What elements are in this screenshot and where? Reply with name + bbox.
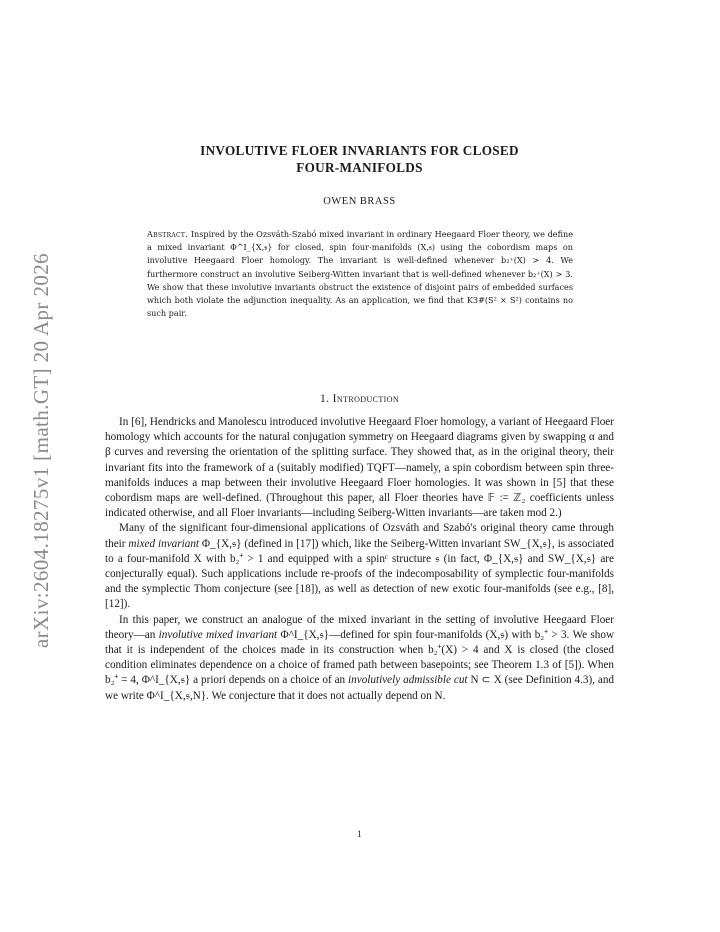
paragraph-3-text-a: In this paper, we construct an analogue of the mixed invariant in the setting of involutive Heegaard Floer theory—an bbox=[105, 613, 614, 641]
paragraph-3-emphasis: involutive mixed invariant bbox=[158, 628, 278, 641]
arxiv-identifier-stamp bbox=[22, 245, 62, 655]
page-number: 1 bbox=[357, 830, 362, 840]
paragraph-3-text-b: Φ^I_{X,𝔰}—defined for spin four-manifolds (X,𝔰) with b₂⁺ > 3. We show that it is independent of the choices made in its construction when b₂⁺(X) > 4 and X is closed (the closed condition eliminates dependence on a choice of framed path between basepoints; see Theorem 1.3 of [5]). When b₂⁺ = 4, Φ^I_{X,𝔰} a priori depends on a choice of an bbox=[105, 628, 615, 687]
abstract-text: Inspired by the Ozsváth-Szabó mixed invariant in ordinary Heegaard Floer theory, we define a mixed invariant Φ^I_{X,𝔰} for closed, spin four-manifolds (X,𝔰) using the cobordism maps on involutive Heegaard Floer homology. The invariant is well-defined whenever b₂⁺(X) > 4. We furthermore construct an involutive Seiberg-Witten invariant that is well-defined whenever b₂⁺(X) > 3. We show that these involutive invariants obstruct the existence of disjoint pairs of embedded surfaces which both violate the adjunction inequality. As an application, we find that K3#(S² × S²) contains no such pair. bbox=[147, 229, 573, 319]
section-title: Introduction bbox=[332, 393, 400, 405]
paragraph-2-text-a: Many of the significant four-dimensional applications of Ozsváth and Szabó's original theory came through their bbox=[105, 522, 614, 550]
title-line-1: INVOLUTIVE FLOER INVARIANTS FOR CLOSED bbox=[200, 143, 519, 158]
paragraph-1-text: In [6], Hendricks and Manolescu introduced involutive Heegaard Floer homology, a variant of Heegaard Floer homology which accounts for the natural conjugation symmetry on Heegaard diagrams given by swapping α and β curves and reversing the orientation of the splitting surface. They showed that, as in the original theory, their invariant fits into the framework of a (suitably modified) TQFT—namely, a spin cobordism between spin three-manifolds induces a map between their involutive Heegaard Floer homologies. It was shown in [5] that these cobordism maps are well-defined. (Throughout this paper, all Floer theories have 𝔽 := ℤ₂ coefficients unless indicated otherwise, and all Floer invariants—including Seiberg-Witten invariants—are taken mod 2.) bbox=[105, 416, 614, 520]
paragraph-3-text-c: N ⊂ X (see Definition 4.3), and we write Φ^I_{X,𝔰,N}. We conjecture that it does not actually depend on N. bbox=[105, 674, 615, 702]
paragraph-2-emphasis: mixed invariant bbox=[128, 537, 200, 550]
paragraph-2 bbox=[105, 521, 614, 612]
abstract bbox=[147, 228, 573, 320]
author-name: OWEN BRASS bbox=[323, 196, 396, 207]
paragraph-1 bbox=[105, 415, 614, 521]
body-text bbox=[105, 415, 614, 704]
section-heading bbox=[105, 393, 614, 405]
abstract-label: Abstract. bbox=[147, 229, 189, 239]
paragraph-2-text-b: Φ_{X,𝔰} (defined in [17]) which, like the Seiberg-Witten invariant SW_{X,𝔰}, is associated to a four-manifold X with b₂⁺ > 1 and equipped with a spinᶜ structure 𝔰 (in fact, Φ_{X,𝔰} and SW_{X,𝔰} are conjecturally equal). Such applications include re-proofs of the indecomposability of symplectic four-manifolds and the symplectic Thom conjecture (see [18]), as well as detection of new exotic four-manifolds (see e.g., [8], [12]). bbox=[105, 537, 615, 611]
arxiv-identifier-text: arXiv:2604.18275v1 [math.GT] 20 Apr 2026 bbox=[29, 252, 54, 648]
paragraph-3 bbox=[105, 613, 614, 704]
paragraph-3-emphasis-2: involutively admissible cut bbox=[348, 674, 468, 687]
title-line-2: FOUR-MANIFOLDS bbox=[296, 159, 423, 175]
section-number: 1. bbox=[319, 393, 330, 405]
paper-title bbox=[105, 143, 614, 176]
